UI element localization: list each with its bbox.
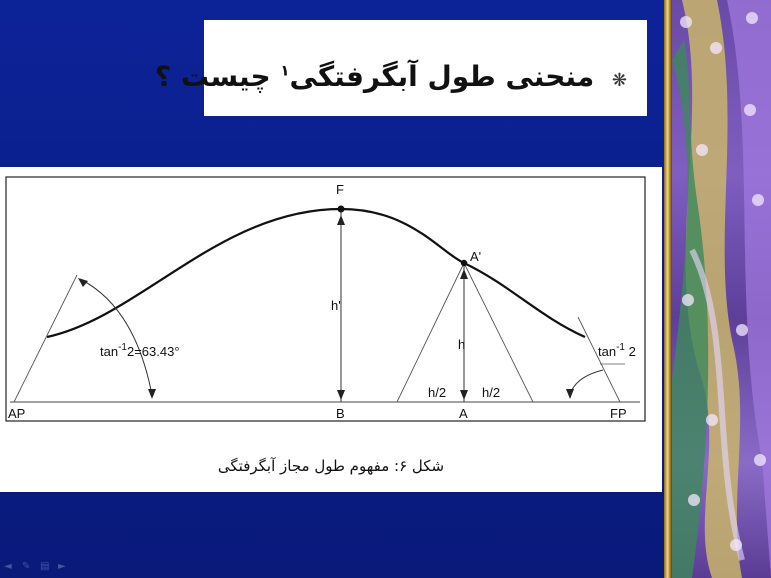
h-prime-arrow-bottom xyxy=(337,390,345,400)
label-h-half-right: h/2 xyxy=(482,385,501,400)
label-angle-left: $\tan^{-1}2=63.43^\circ$ xyxy=(100,342,180,359)
left-angle-arc xyxy=(80,279,152,395)
diagram-frame xyxy=(6,177,645,421)
label-h: h xyxy=(458,337,466,352)
h-arrow-bottom xyxy=(460,390,468,400)
decorative-side-panel xyxy=(672,0,771,578)
h-arrow-top xyxy=(460,269,468,279)
floodable-length-diagram xyxy=(0,167,662,447)
label-h-prime: h' xyxy=(331,298,341,313)
label-angle-right: $\tan^{-1} 2$ xyxy=(598,342,636,359)
title-text: منحنی طول آبگرفتگی xyxy=(289,60,595,93)
forward-arrow-icon[interactable]: ► xyxy=(58,561,66,572)
back-arrow-icon[interactable]: ◄ xyxy=(4,561,12,572)
pen-icon[interactable]: ✎ xyxy=(22,561,31,572)
bullet-icon: ❋ xyxy=(611,70,627,91)
left-slope-line xyxy=(14,275,77,402)
label-F: F xyxy=(336,182,344,197)
figure-panel xyxy=(0,167,662,492)
title-box xyxy=(154,20,647,116)
slide-nav xyxy=(4,562,70,572)
point-F xyxy=(338,206,345,213)
right-arc-arrowhead xyxy=(566,389,574,399)
slide-title xyxy=(155,60,627,93)
right-slope-line xyxy=(578,317,620,402)
h-prime-arrow-top xyxy=(337,215,345,225)
label-h-half-left: h/2 xyxy=(428,385,447,400)
menu-icon[interactable]: ▤ xyxy=(40,561,50,572)
right-angle-arc xyxy=(570,370,603,395)
label-B: B xyxy=(336,406,345,421)
label-A-prime: A' xyxy=(470,249,482,264)
label-FP: FP xyxy=(610,406,627,421)
left-arc-arrowhead-bottom xyxy=(148,389,156,399)
triangle-left-side xyxy=(397,263,464,402)
left-arc-arrowhead-top xyxy=(78,278,88,287)
title-footnote-mark: ١ xyxy=(280,61,290,80)
label-A: A xyxy=(459,406,468,421)
title-tail: چیست ؟ xyxy=(154,60,271,93)
point-A-prime xyxy=(461,260,467,266)
label-AP: AP xyxy=(8,406,26,421)
floodable-length-curve xyxy=(47,209,585,337)
figure-caption: شکل ۶: مفهوم طول مجاز آبگرفتگی xyxy=(217,457,445,475)
gold-divider xyxy=(664,0,672,578)
